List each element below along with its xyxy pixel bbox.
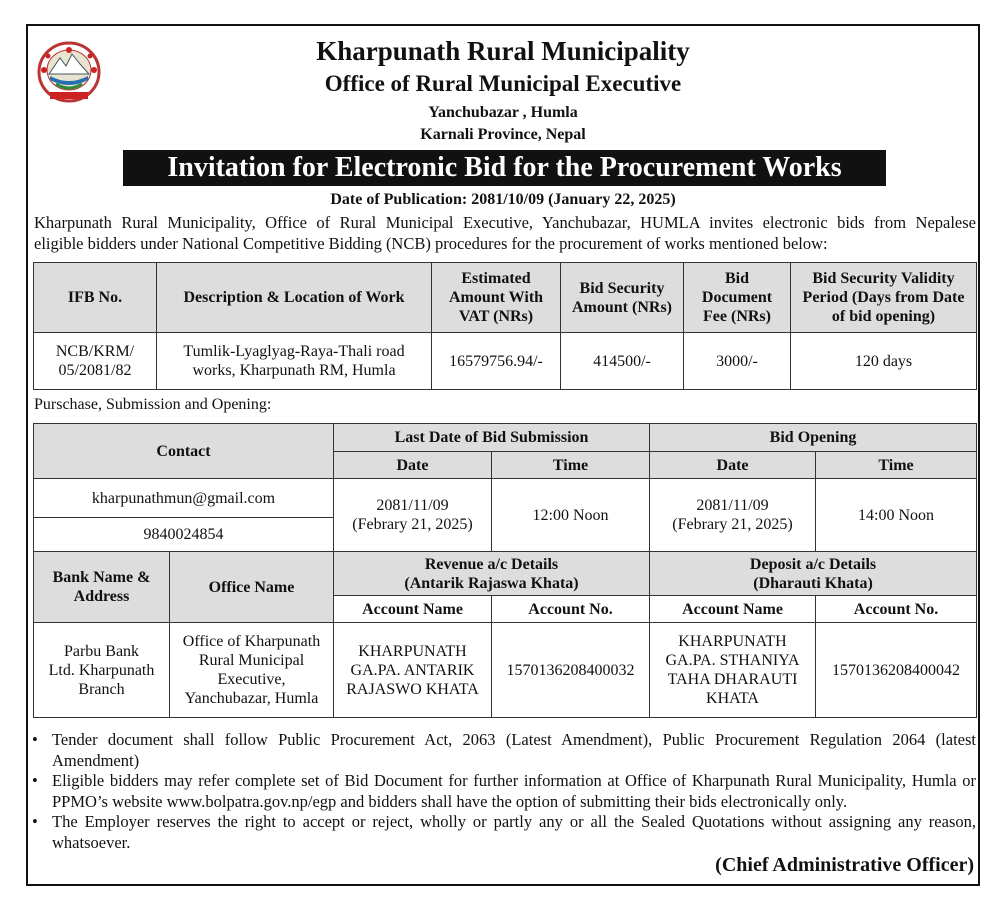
bid-security-amount: 414500/- xyxy=(561,333,684,390)
deposit-header: Deposit a/c Details (Dharauti Khata) xyxy=(650,552,977,596)
office-header: Office Name xyxy=(170,552,334,623)
document-fee: 3000/- xyxy=(684,333,791,390)
list-item: • Eligible bidders may refer complete set of Bid Document for further information at Office of Kharpunath Rural Municipality, Humla or PPMO’s website www.bolpatra.gov.np/egp and bidders shall have the option of submitting their bids electronically only. xyxy=(32,771,976,811)
opening-time: 14:00 Noon xyxy=(816,479,977,552)
submission-time-label: Time xyxy=(492,452,650,479)
bank-header: Bank Name & Address xyxy=(34,552,170,623)
bank-name: Parbu Bank Ltd. Kharpunath Branch xyxy=(34,623,170,718)
works-table-header xyxy=(34,263,977,333)
revenue-account-no: 1570136208400032 xyxy=(492,623,650,718)
header-validity: Bid Security Validity Period (Days from Date of bid opening) xyxy=(791,263,977,333)
validity-period: 120 days xyxy=(791,333,977,390)
list-item: • The Employer reserves the right to accept or reject, wholly or partly any or all the Sealed Quotations without assigning any reason, whatsoever. xyxy=(32,812,976,852)
address-line-1: Yanchubazar , Humla xyxy=(428,104,578,121)
works-table xyxy=(33,262,977,390)
submission-header: Last Date of Bid Submission xyxy=(334,424,650,452)
bullet-icon: • xyxy=(32,730,38,749)
intro-line-1: Kharpunath Rural Municipality, Office of Rural Municipal Executive, Yanchubazar, HUMLA invites electronic bids from Nepalese xyxy=(34,213,976,232)
submission-date: 2081/11/09 (Febrary 21, 2025) xyxy=(334,479,492,552)
opening-header: Bid Opening xyxy=(650,424,977,452)
notes-list xyxy=(28,730,976,853)
opening-time-label: Time xyxy=(816,452,977,479)
schedule-table xyxy=(33,423,977,718)
work-description: Tumlik-Lyaglyag-Raya-Thali road works, Kharpunath RM, Humla xyxy=(157,333,432,390)
contact-header: Contact xyxy=(34,424,334,479)
list-item: • Tender document shall follow Public Procurement Act, 2063 (Latest Amendment), Public Procurement Regulation 2064 (latest Amendment) xyxy=(32,730,976,770)
header-estimated: Estimated Amount With VAT (NRs) xyxy=(432,263,561,333)
ifb-number: NCB/KRM/ 05/2081/82 xyxy=(34,333,157,390)
header-bid-security: Bid Security Amount (NRs) xyxy=(561,263,684,333)
revenue-account-name-label: Account Name xyxy=(334,596,492,623)
opening-date: 2081/11/09 (Febrary 21, 2025) xyxy=(650,479,816,552)
revenue-account-name: KHARPUNATH GA.PA. ANTARIK RAJASWO KHATA xyxy=(334,623,492,718)
notice-title-banner: Invitation for Electronic Bid for the Procurement Works xyxy=(123,150,886,186)
table-row xyxy=(34,623,977,718)
header-doc-fee: Bid Document Fee (NRs) xyxy=(684,263,791,333)
bullet-icon: • xyxy=(32,812,38,831)
header-ifb: IFB No. xyxy=(34,263,157,333)
intro-line-2: eligible bidders under National Competitive Bidding (NCB) procedures for the procurement of works mentioned below: xyxy=(34,234,828,253)
contact-email: kharpunathmun@gmail.com xyxy=(34,479,334,518)
table-row xyxy=(34,333,977,390)
signature-line: (Chief Administrative Officer) xyxy=(715,854,974,876)
estimated-amount: 16579756.94/- xyxy=(432,333,561,390)
publication-date: Date of Publication: 2081/10/09 (January 22, 2025) xyxy=(330,191,676,208)
deposit-account-no-label: Account No. xyxy=(816,596,977,623)
deposit-account-name: KHARPUNATH GA.PA. STHANIYA TAHA DHARAUTI KHATA xyxy=(650,623,816,718)
header-description: Description & Location of Work xyxy=(157,263,432,333)
municipality-name: Kharpunath Rural Municipality xyxy=(316,36,690,66)
submission-time: 12:00 Noon xyxy=(492,479,650,552)
revenue-account-no-label: Account No. xyxy=(492,596,650,623)
revenue-header: Revenue a/c Details (Antarik Rajaswa Khata) xyxy=(334,552,650,596)
submission-date-label: Date xyxy=(334,452,492,479)
deposit-account-name-label: Account Name xyxy=(650,596,816,623)
bullet-icon: • xyxy=(32,771,38,790)
office-name-cell: Office of Kharpunath Rural Municipal Executive, Yanchubazar, Humla xyxy=(170,623,334,718)
schedule-subheading: Purschase, Submission and Opening: xyxy=(34,396,272,413)
opening-date-label: Date xyxy=(650,452,816,479)
address-line-2: Karnali Province, Nepal xyxy=(420,126,586,143)
office-name: Office of Rural Municipal Executive xyxy=(324,71,682,96)
contact-phone: 9840024854 xyxy=(34,518,334,552)
deposit-account-no: 1570136208400042 xyxy=(816,623,977,718)
